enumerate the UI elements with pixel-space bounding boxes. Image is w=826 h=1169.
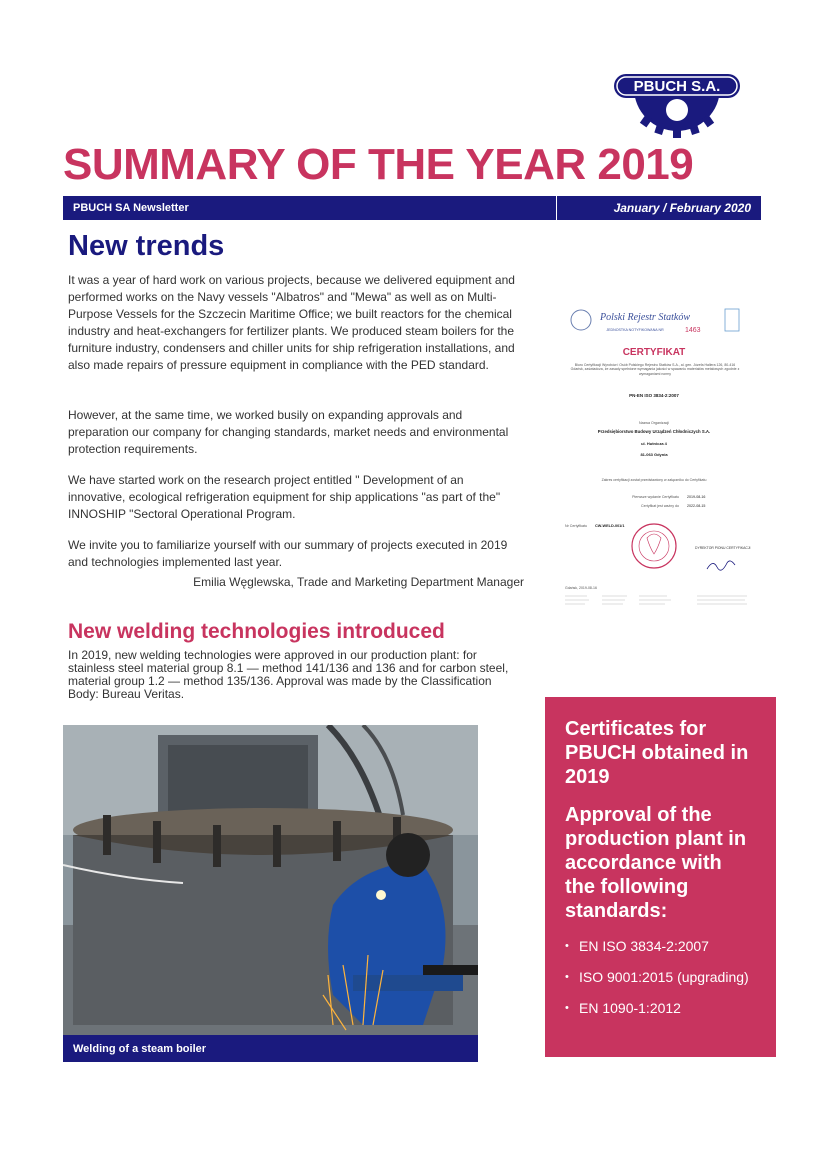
trends-paragraph-4: We invite you to familiarize yourself with our summary of projects executed in 2019 and technologies implemented last year. (68, 538, 508, 569)
cert-title: CERTYFIKAT (622, 347, 686, 358)
newsletter-label: PBUCH SA Newsletter (73, 202, 189, 214)
issue-date: January / February 2020 (613, 201, 751, 215)
cert-scope: Zakres certyfikacji został przedstawiony w załączniku do Certyfikatu (601, 478, 707, 482)
cert-date: Gdańsk, 2019-08-16 (565, 586, 597, 590)
cert-unit-number: 1463 (685, 327, 701, 334)
cert-stamp-icon (632, 524, 676, 568)
trends-paragraph-2: However, at the same time, we worked busily on expanding approvals and preparation our company for changing standards, market needs and environmental protection requirements. (68, 408, 509, 456)
cert-city: 81-063 Gdynia (640, 452, 668, 457)
cert-org-name: Przedsiębiorstwo Budowy Urządzeń Chłodniczych S.A. (597, 429, 711, 434)
director-signature (707, 561, 735, 570)
cert-director: DYREKTOR PIONU CERTYFIKACJI (695, 546, 751, 550)
registry-seal-icon (571, 310, 591, 330)
cert-unit: JEDNOSTKA NOTYFIKOWANA NR (606, 328, 664, 332)
list-item: • ISO 9001:2015 (upgrading) (565, 968, 756, 987)
trends-paragraph-3: We have started work on the research project entitled " Development of an innovative, ecological refrigeration equipment for ship applications "as part of the" INNOSHIP "Sectoral Operational Program. (68, 473, 501, 521)
list-item: • EN 1090-1:2012 (565, 999, 756, 1018)
welding-paragraph: In 2019, new welding technologies were approved in our production plant: for stainless steel material group 8.1 — method 141/136 and 136 and for carbon steel, material group 1.2 — method 135/136. Approval was made by the Classification Body: Bureau Veritas. (68, 648, 509, 701)
cert-first-issue: 2019-08-16 (687, 495, 706, 499)
cert-street: ul. Hutnicza 4 (641, 441, 667, 446)
cert-footer-lines (565, 596, 747, 604)
pca-badge-icon (725, 309, 739, 331)
trends-paragraph-1: It was a year of hard work on various projects, because we delivered equipment and performed works on the Navy vessels "Albatros" and "Mewa" as well as on Multi-Purpose Vessels for the Szczecin Maritime Office; we built reactors for the chemical industry and heat-exchangers for fertilizer plants. We produced steam boilers for the furniture industry, condensers and chiller units for ship refrigeration installations, and also made repairs of pressure equipment in compliance with the PED standard. (68, 273, 515, 372)
standards-list (565, 937, 756, 1018)
cert-registry: Polski Rejestr Statków (600, 312, 690, 323)
cert-valid: 2022-08-15 (687, 504, 706, 508)
photo-caption: Welding of a steam boiler (73, 1043, 207, 1055)
page-title: SUMMARY OF THE YEAR 2019 (63, 140, 694, 189)
certificates-heading: Certificates for PBUCH obtained in 2019 (565, 718, 749, 788)
company-logo (612, 60, 742, 140)
cert-standard: PN-EN ISO 3834-2:2007 (629, 393, 679, 398)
signature: Emilia Węglewska, Trade and Marketing Department Manager (193, 575, 524, 589)
welding-photo (63, 725, 478, 1035)
section-heading-new-trends: New trends (68, 230, 225, 262)
certificate-document (547, 293, 762, 613)
cert-first-issue-label: Pierwsze wydanie Certyfikatu (632, 495, 679, 499)
cert-no: CW-WELD-001/1 (595, 524, 625, 528)
cert-intro: Biuro Certyfikacji Wyrobów i Osób Polskiego Rejestru Statków S.A., al. gen. Józefa Hallera 126, 80-416 Gdańsk, zaświadcza, że zasady spełnione wymagania jakości w spawaniu materiałów metalowych zgodnie z wymaganiami normy (570, 363, 740, 376)
certificates-subheading: Approval of the production plant in accordance with the following standards: (565, 804, 747, 922)
section-heading-welding: New welding technologies introduced (68, 620, 445, 643)
logo-text: PBUCH S.A. (633, 78, 721, 95)
bar-divider (556, 196, 557, 220)
newsletter-bar (63, 196, 761, 220)
list-item: • EN ISO 3834-2:2007 (565, 937, 756, 956)
cert-valid-label: Certyfikat jest ważny do (641, 504, 679, 508)
cert-no-label: Nr Certyfikatu (565, 524, 587, 528)
certificates-box (545, 697, 776, 1057)
cert-org-label: Nazwa Organizacji (639, 421, 669, 425)
photo-caption-bar (63, 1035, 478, 1062)
